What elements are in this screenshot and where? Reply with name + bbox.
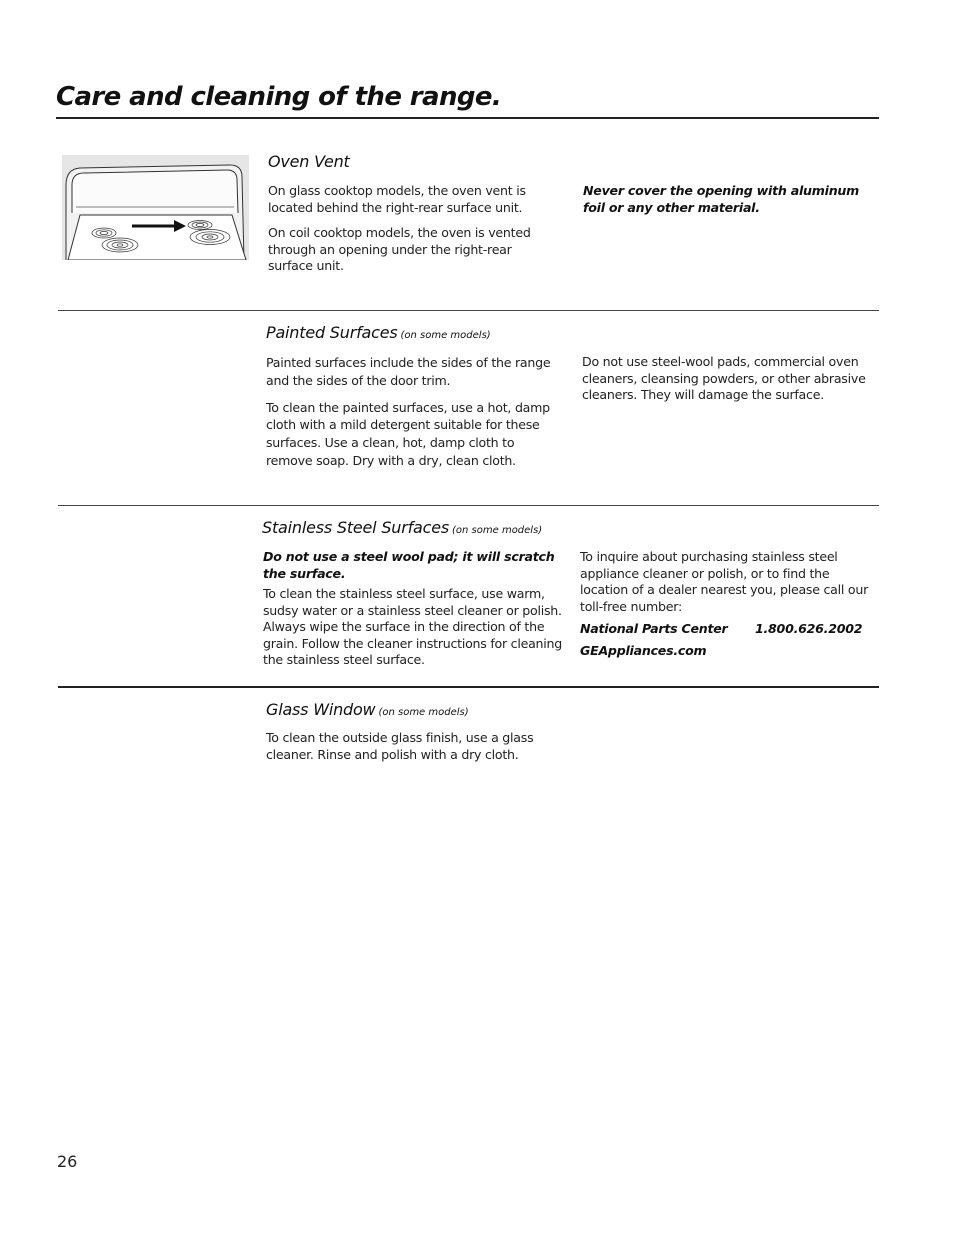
stainless-steel-inquiry: To inquire about purchasing stainless steel appliance cleaner or polish, or to find the location of a dealer nearest you, please call our toll-free number: bbox=[580, 549, 868, 614]
section-divider bbox=[58, 686, 879, 688]
title-rule bbox=[56, 117, 879, 119]
painted-surfaces-heading-text: Painted Surfaces bbox=[266, 323, 398, 342]
oven-vent-right-column bbox=[583, 183, 875, 225]
stainless-steel-paragraph: To clean the stainless steel surface, use warm, sudsy water or a stainless steel cleaner or polish. Always wipe the surface in the direction of the grain. Follow the cleaner instructions for cleaning the stainless steel surface. bbox=[263, 586, 563, 667]
oven-vent-warning: Never cover the opening with aluminum foil or any other material. bbox=[583, 183, 860, 215]
glass-window-heading bbox=[266, 700, 469, 719]
stainless-steel-heading-text: Stainless Steel Surfaces bbox=[262, 518, 450, 537]
glass-window-column bbox=[266, 730, 556, 772]
painted-surfaces-paragraph: To clean the painted surfaces, use a hot, damp cloth with a mild detergent suitable for these surfaces. Use a clean, hot, damp cloth to remove soap. Dry with a dry, clean cloth. bbox=[266, 399, 550, 468]
painted-surfaces-left-column bbox=[266, 354, 564, 479]
glass-window-heading-text: Glass Window bbox=[266, 700, 376, 719]
website-link[interactable]: GEAppliances.com bbox=[580, 642, 707, 658]
painted-surfaces-paragraph: Painted surfaces include the sides of the range and the sides of the door trim. bbox=[266, 355, 551, 388]
contact-row bbox=[580, 621, 878, 638]
oven-vent-paragraph: On coil cooktop models, the oven is vented through an opening under the right-rear surface unit. bbox=[268, 225, 531, 273]
oven-vent-heading-text: Oven Vent bbox=[268, 152, 350, 171]
oven-vent-heading bbox=[268, 152, 350, 171]
oven-vent-left-column bbox=[268, 183, 558, 284]
glass-window-note: (on some models) bbox=[378, 707, 469, 718]
oven-vent-paragraph: On glass cooktop models, the oven vent is located behind the right-rear surface unit. bbox=[268, 183, 526, 215]
page-number: 26 bbox=[57, 1152, 78, 1171]
stainless-steel-left-column bbox=[263, 549, 563, 678]
range-cooktop-illustration bbox=[62, 155, 249, 260]
contact-phone: 1.800.626.2002 bbox=[755, 621, 863, 636]
stainless-steel-note: (on some models) bbox=[452, 525, 543, 536]
section-divider bbox=[58, 310, 879, 311]
stainless-steel-warning: Do not use a steel wool pad; it will scratch the surface. bbox=[263, 549, 555, 581]
section-divider bbox=[58, 505, 879, 506]
painted-surfaces-caution: Do not use steel-wool pads, commercial oven cleaners, cleansing powders, or other abrasive cleaners. They will damage the surface. bbox=[582, 354, 866, 402]
painted-surfaces-heading bbox=[266, 323, 491, 342]
contact-name: National Parts Center bbox=[580, 621, 728, 636]
stainless-steel-right-column bbox=[580, 549, 878, 659]
painted-surfaces-right-column bbox=[582, 354, 877, 413]
stainless-steel-heading bbox=[262, 518, 542, 537]
painted-surfaces-note: (on some models) bbox=[400, 330, 491, 341]
page-title: Care and cleaning of the range. bbox=[56, 82, 502, 112]
glass-window-paragraph: To clean the outside glass finish, use a glass cleaner. Rinse and polish with a dry cloth. bbox=[266, 730, 534, 762]
